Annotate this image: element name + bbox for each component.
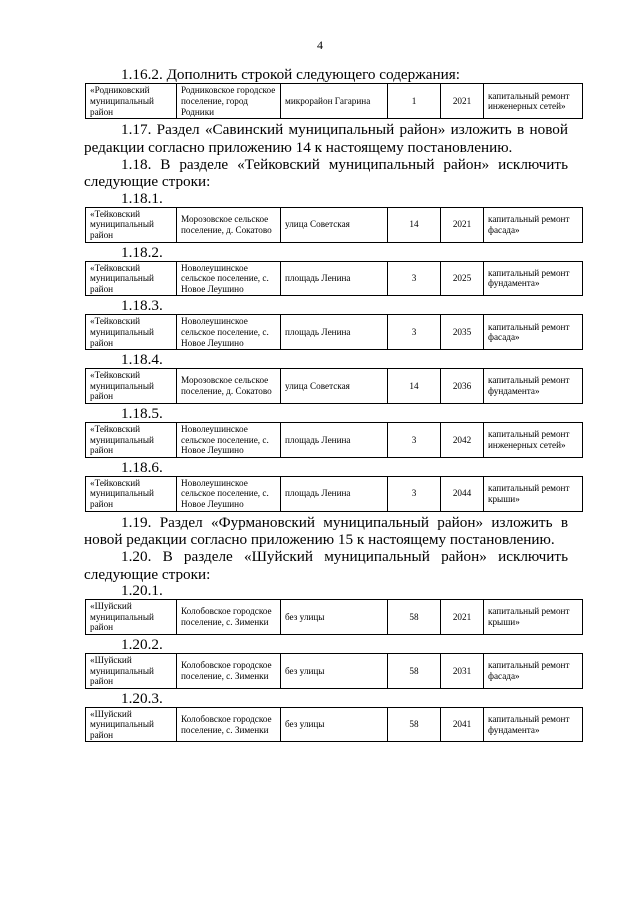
page-number: 4 — [317, 38, 323, 52]
house-number-cell: 14 — [388, 369, 441, 404]
excluded-row-table — [85, 707, 583, 743]
settlement-cell: Новолеушинское сельское поселение, с. Новое Леушино — [177, 476, 281, 511]
excluded-row-table — [85, 653, 583, 689]
year-cell: 2025 — [441, 261, 484, 296]
work-type-cell: капитальный ремонт фундамента» — [484, 707, 583, 742]
street-cell: без улицы — [281, 653, 388, 688]
district-cell: «Тейковский муниципальный район — [86, 369, 177, 404]
table-row — [86, 369, 583, 404]
item-number: 1.20.3. — [121, 689, 163, 707]
district-cell: «Тейковский муниципальный район — [86, 315, 177, 350]
street-cell: улица Советская — [281, 207, 388, 242]
house-number-cell: 3 — [388, 422, 441, 457]
excluded-row-table — [85, 422, 583, 458]
settlement-cell: Колобовское городское поселение, с. Зименки — [177, 600, 281, 635]
year-cell: 2031 — [441, 653, 484, 688]
year-cell: 2041 — [441, 707, 484, 742]
settlement-cell: Колобовское городское поселение, с. Зименки — [177, 707, 281, 742]
settlement-cell: Новолеушинское сельское поселение, с. Новое Леушино — [177, 315, 281, 350]
district-cell: «Тейковский муниципальный район — [86, 261, 177, 296]
street-cell: без улицы — [281, 707, 388, 742]
street-cell: микрорайон Гагарина — [281, 84, 388, 119]
house-number-cell: 58 — [388, 653, 441, 688]
house-number-cell: 58 — [388, 707, 441, 742]
item-number: 1.20.2. — [121, 635, 163, 653]
work-type-cell: капитальный ремонт инженерных сетей» — [484, 422, 583, 457]
street-cell: площадь Ленина — [281, 261, 388, 296]
district-cell: «Тейковский муниципальный район — [86, 422, 177, 457]
year-cell: 2036 — [441, 369, 484, 404]
district-cell: «Шуйский муниципальный район — [86, 653, 177, 688]
work-type-cell: капитальный ремонт фасада» — [484, 207, 583, 242]
year-cell: 2042 — [441, 422, 484, 457]
street-cell: площадь Ленина — [281, 315, 388, 350]
settlement-cell: Родниковское городское поселение, город Родники — [177, 84, 281, 119]
house-number-cell: 3 — [388, 261, 441, 296]
paragraph: 1.18. В разделе «Тейковский муниципальный район» исключить следующие строки: — [84, 156, 568, 191]
year-cell: 2035 — [441, 315, 484, 350]
street-cell: площадь Ленина — [281, 476, 388, 511]
settlement-cell: Морозовское сельское поселение, д. Сокатово — [177, 369, 281, 404]
excluded-row-table — [85, 261, 583, 297]
table-row — [86, 84, 583, 119]
district-cell: «Родниковский муниципальный район — [86, 84, 177, 119]
excluded-row-table — [85, 314, 583, 350]
table-row — [86, 653, 583, 688]
excluded-row-table — [85, 83, 583, 119]
paragraph: 1.20. В разделе «Шуйский муниципальный район» исключить следующие строки: — [84, 548, 568, 583]
paragraph: 1.19. Раздел «Фурмановский муниципальный район» изложить в новой редакции согласно приложению 15 к настоящему постановлению. — [84, 513, 568, 548]
house-number-cell: 14 — [388, 207, 441, 242]
district-cell: «Тейковский муниципальный район — [86, 207, 177, 242]
house-number-cell: 1 — [388, 84, 441, 119]
item-number: 1.20.1. — [121, 582, 163, 600]
document-body — [84, 66, 568, 744]
paragraph: 1.17. Раздел «Савинский муниципальный район» изложить в новой редакции согласно приложению 14 к настоящему постановлению. — [84, 121, 568, 156]
district-cell: «Шуйский муниципальный район — [86, 600, 177, 635]
year-cell: 2044 — [441, 476, 484, 511]
work-type-cell: капитальный ремонт фундамента» — [484, 261, 583, 296]
street-cell: без улицы — [281, 600, 388, 635]
paragraph: 1.16.2. Дополнить строкой следующего содержания: — [121, 66, 460, 83]
year-cell: 2021 — [441, 84, 484, 119]
excluded-row-table — [85, 476, 583, 512]
year-cell: 2021 — [441, 207, 484, 242]
work-type-cell: капитальный ремонт фасада» — [484, 315, 583, 350]
table-row — [86, 476, 583, 511]
table-row — [86, 600, 583, 635]
excluded-row-table — [85, 368, 583, 404]
work-type-cell: капитальный ремонт крыши» — [484, 476, 583, 511]
street-cell: площадь Ленина — [281, 422, 388, 457]
item-number: 1.18.4. — [121, 351, 163, 369]
work-type-cell: капитальный ремонт крыши» — [484, 600, 583, 635]
settlement-cell: Новолеушинское сельское поселение, с. Новое Леушино — [177, 422, 281, 457]
item-number: 1.18.1. — [121, 189, 163, 207]
year-cell: 2021 — [441, 600, 484, 635]
table-row — [86, 207, 583, 242]
work-type-cell: капитальный ремонт фундамента» — [484, 369, 583, 404]
street-cell: улица Советская — [281, 369, 388, 404]
item-number: 1.18.5. — [121, 404, 163, 422]
house-number-cell: 3 — [388, 315, 441, 350]
excluded-row-table — [85, 207, 583, 243]
item-number: 1.18.3. — [121, 297, 163, 315]
work-type-cell: капитальный ремонт инженерных сетей» — [484, 84, 583, 119]
item-number: 1.18.6. — [121, 458, 163, 476]
house-number-cell: 58 — [388, 600, 441, 635]
settlement-cell: Морозовское сельское поселение, д. Сокатово — [177, 207, 281, 242]
district-cell: «Шуйский муниципальный район — [86, 707, 177, 742]
district-cell: «Тейковский муниципальный район — [86, 476, 177, 511]
house-number-cell: 3 — [388, 476, 441, 511]
table-row — [86, 707, 583, 742]
work-type-cell: капитальный ремонт фасада» — [484, 653, 583, 688]
settlement-cell: Колобовское городское поселение, с. Зименки — [177, 653, 281, 688]
settlement-cell: Новолеушинское сельское поселение, с. Новое Леушино — [177, 261, 281, 296]
table-row — [86, 261, 583, 296]
excluded-row-table — [85, 599, 583, 635]
item-number: 1.18.2. — [121, 243, 163, 261]
table-row — [86, 422, 583, 457]
table-row — [86, 315, 583, 350]
